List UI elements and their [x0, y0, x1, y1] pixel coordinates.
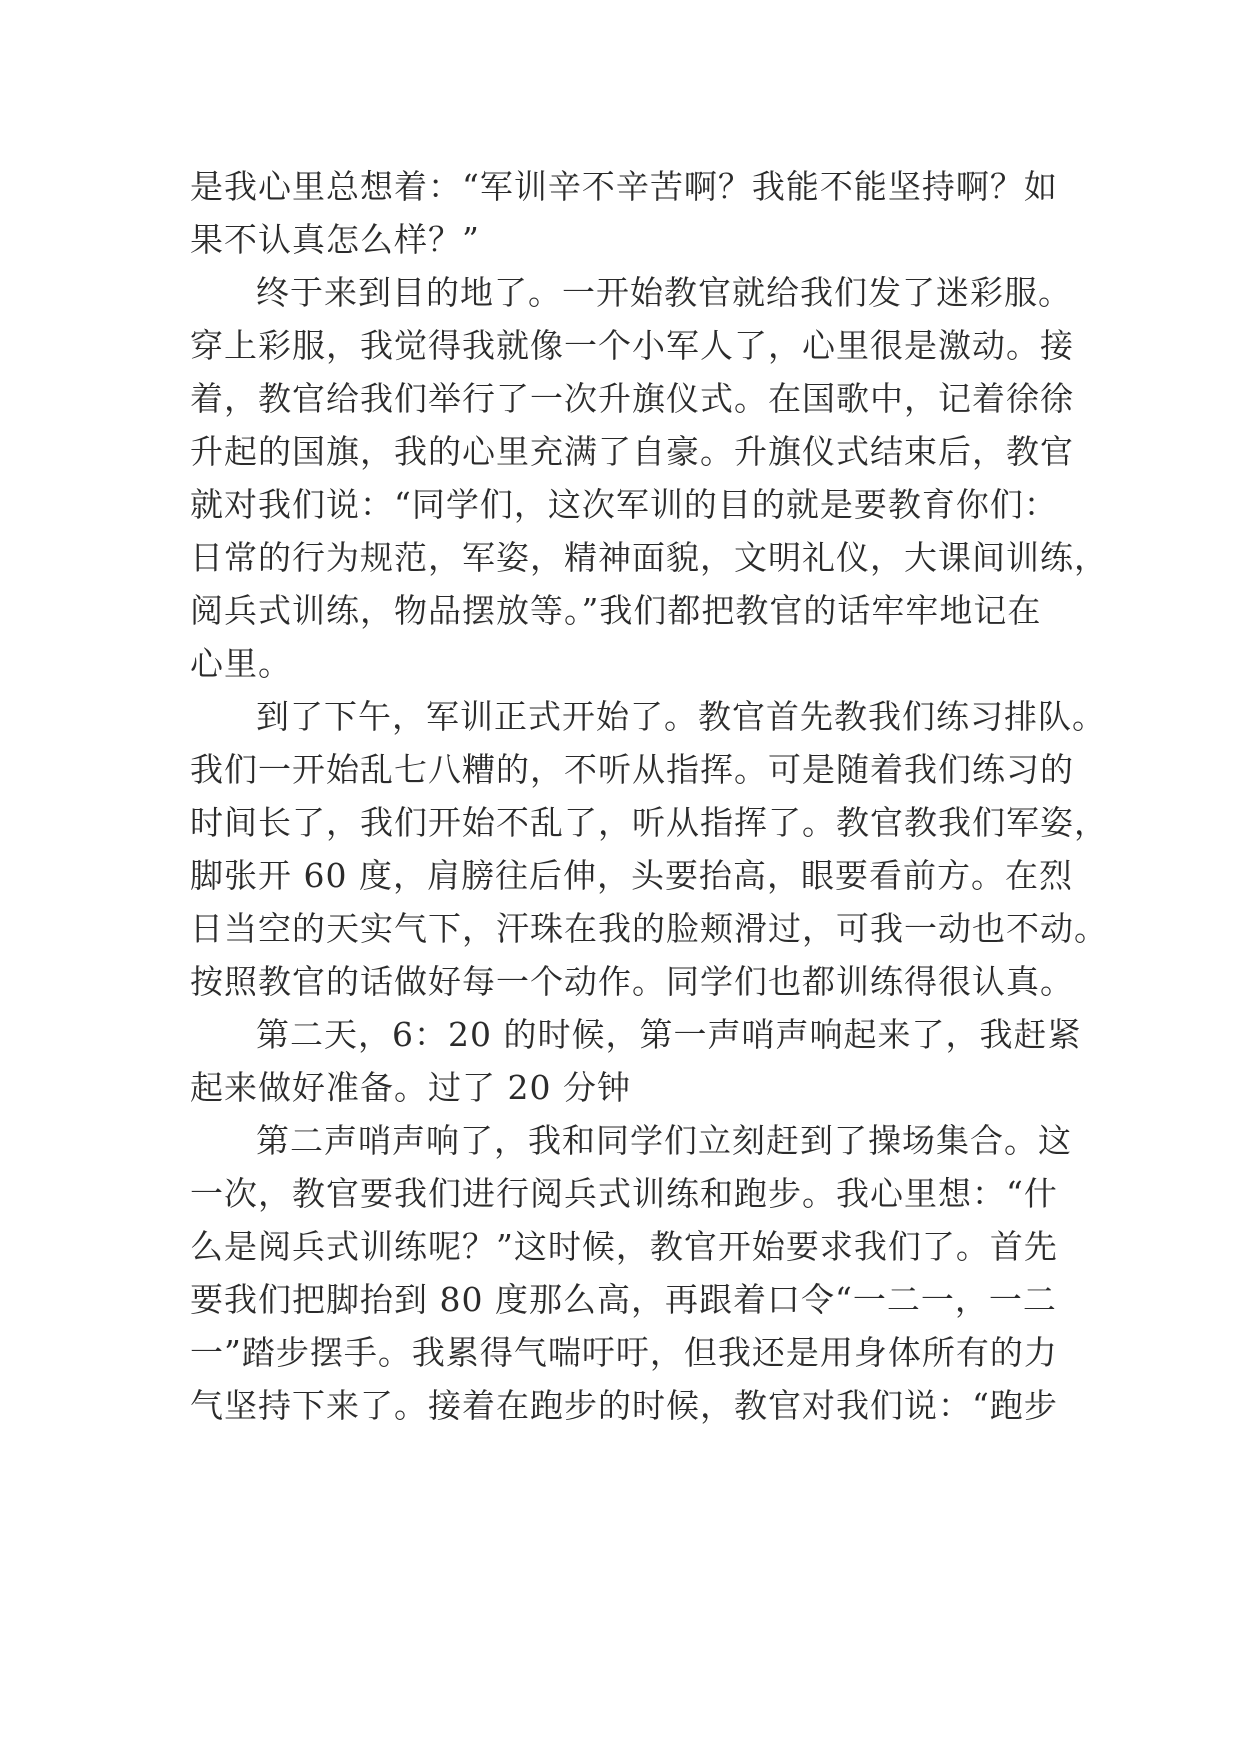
text-line: 脚张开 60 度，肩膀往后伸，头要抬高，眼要看前方。在烈: [190, 856, 1073, 895]
paragraph: [190, 266, 1108, 690]
text-line: 第二声哨声响了，我和同学们立刻赶到了操场集合。这: [256, 1121, 1072, 1160]
text-line: 到了下午，军训正式开始了。教官首先教我们练习排队。: [256, 697, 1106, 736]
text-line: 心里。: [190, 644, 292, 683]
paragraph: [190, 1008, 1082, 1114]
paragraph: [190, 1114, 1070, 1432]
text-line: 时间长了，我们开始不乱了，听从指挥了。教官教我们军姿，: [190, 803, 1108, 842]
paragraph: [190, 690, 1108, 1008]
text-line: 穿上彩服，我觉得我就像一个小军人了，心里很是激动。接: [190, 326, 1074, 365]
text-line: 果不认真怎么样？”: [190, 220, 480, 259]
body-text: [190, 160, 1108, 1432]
text-line: 日常的行为规范，军姿，精神面貌，文明礼仪，大课间训练，: [190, 538, 1108, 577]
text-line: 我们一开始乱七八糟的，不听从指挥。可是随着我们练习的: [190, 750, 1074, 789]
text-line: 气坚持下来了。接着在跑步的时候，教官对我们说：“跑步: [190, 1386, 1058, 1425]
text-line: 第二天，6：20 的时候，第一声哨声响起来了，我赶紧: [256, 1015, 1082, 1054]
text-line: 按照教官的话做好每一个动作。同学们也都训练得很认真。: [190, 962, 1074, 1001]
text-line: 一次，教官要我们进行阅兵式训练和跑步。我心里想：“什: [190, 1174, 1058, 1213]
text-line: 起来做好准备。过了 20 分钟: [190, 1068, 631, 1107]
text-line: 着，教官给我们举行了一次升旗仪式。在国歌中，记着徐徐: [190, 379, 1074, 418]
paragraph: [190, 160, 1070, 266]
text-line: 日当空的天实气下，汗珠在我的脸颊滑过，可我一动也不动。: [190, 909, 1108, 948]
text-line: 一”踏步摆手。我累得气喘吁吁，但我还是用身体所有的力: [190, 1333, 1058, 1372]
text-line: 要我们把脚抬到 80 度那么高，再跟着口令“一二一，一二: [190, 1280, 1057, 1319]
text-line: 终于来到目的地了。一开始教官就给我们发了迷彩服。: [256, 273, 1072, 312]
text-line: 阅兵式训练，物品摆放等。”我们都把教官的话牢牢地记在: [190, 591, 1042, 630]
text-line: 么是阅兵式训练呢？”这时候，教官开始要求我们了。首先: [190, 1227, 1058, 1266]
text-line: 就对我们说：“同学们，这次军训的目的就是要教育你们：: [190, 485, 1058, 524]
text-line: 升起的国旗，我的心里充满了自豪。升旗仪式结束后，教官: [190, 432, 1074, 471]
text-line: 是我心里总想着：“军训辛不辛苦啊？我能不能坚持啊？如: [190, 167, 1058, 206]
